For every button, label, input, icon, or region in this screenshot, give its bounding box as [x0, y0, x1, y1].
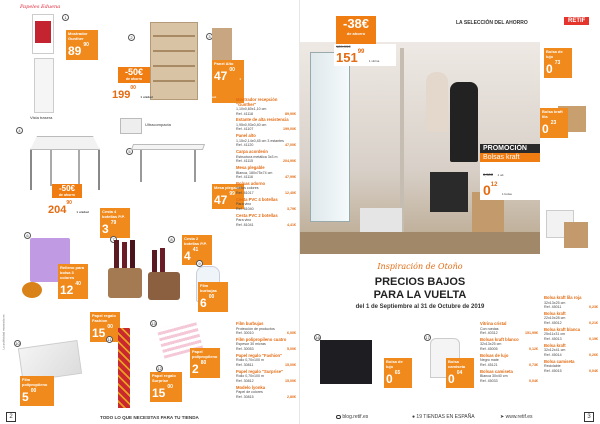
wine-basket-image: [104, 240, 188, 302]
tag-bolsa-lujo: Bolsa de lujo 0 $^{73}$: [544, 48, 572, 78]
ultracompacta-label: Ultracompacta: [145, 122, 171, 127]
list-item: Cesta PVC 4 botellas Para vino Ref. 81040 3,79€: [236, 196, 296, 211]
list-item: Papel regalo "Surprise" Rollo 0,70x100 m Ref. 30812 15,00€: [236, 368, 296, 383]
location-pin-icon: ●: [412, 414, 416, 420]
side-credit: La publicidad mostrada es: [1, 314, 6, 350]
num-5: 5: [126, 148, 133, 155]
hero-discount: -38€ de ahorro: [336, 16, 376, 44]
footer-text: TODO LO QUE NECESITAS PARA TU TIENDA: [100, 415, 199, 420]
num-9: 9: [196, 260, 203, 267]
list-item: Papel regalo "Fashion" Rollo 0,70x100 m Ref. 30811 15,00€: [236, 352, 296, 367]
footer-stores[interactable]: ● 19 TIENDAS EN ESPAÑA: [412, 414, 475, 420]
list-item: Bolsas adorno Varios colores Ref. 81017 12,40€: [236, 180, 296, 195]
tag-film-pp: Film polipropileno 5 $^{00}$: [20, 376, 54, 406]
list-item: Bolsas kraft blanco 32x13x25 cm Ref. 45005 0,12€: [480, 336, 538, 351]
product-list-top: [236, 98, 296, 230]
list-item: Bolsa kraft blanca 25x11x31 cm Ref. 45013 0,19€: [544, 326, 598, 341]
num-6: 6: [24, 232, 31, 239]
list-item: Bolsas camiseta Blanca 30x40 cm Ref. 45033 0,04€: [480, 368, 538, 383]
discount-2: -50€ de ahorro: [52, 184, 82, 198]
product-list-right: [480, 322, 538, 386]
num-3: 3: [206, 33, 213, 40]
arrow-icon: ➤: [500, 414, 505, 420]
list-item: Bolsa kraft 22x10x28 cm Ref. 45012 0,21€: [544, 310, 598, 325]
list-item: Film polipropileno cuatro Espesor 30 micras Ref. 30053 5,00€: [236, 336, 296, 351]
list-item: Bolsa camiseta Reciclable Ref. 45015 0,04€: [544, 358, 598, 373]
list-item: Film burbujas Protección de productos Ref. 30010 6,00€: [236, 321, 296, 335]
table-image: [132, 144, 204, 184]
product-list-side: [544, 296, 598, 375]
list-item: Cesta PVC 2 botellas Para vino Ref. 81041 4,41€: [236, 212, 296, 227]
num-13: 13: [151, 321, 156, 326]
product-list-bottom: [236, 322, 296, 401]
header-script: Papeles Eduena: [20, 4, 61, 10]
list-item: Bolsa kraft lila roja 32x13x25 cm Ref. 45011 0,23€: [544, 295, 598, 309]
list-item: Carpa acordeón Estructura metálica 3x3 m Ref. 41115 204,90€: [236, 149, 296, 164]
list-item: Mesa plegable Blanca, 180x75x74 cm Ref. 41116 47,99€: [236, 165, 296, 180]
tag-papel-pp: Papel polipropileno 2 $^{80}$: [190, 348, 220, 378]
paper-roll-image: [118, 328, 130, 408]
list-item: Bolsas de lujo Negro mate Ref. 45121 0,73€: [480, 352, 538, 367]
shelf-image: [150, 22, 198, 100]
tag-relleno: Relleno para bolsa 3 colores 12 $^{40}$: [58, 264, 88, 299]
num-10: 10: [15, 341, 20, 346]
num-11: 11: [107, 337, 112, 342]
tag-film-burbujas: Film burbujas 6 $^{00}$: [198, 282, 228, 312]
kraft-bag-image-2: [564, 222, 588, 248]
tag-mesa: Mesa plegable 47 $^{99}$: [212, 184, 244, 209]
tag-panel: Panel Alto 47 $^{00}$ 1 ud.: [212, 60, 244, 103]
tag-bolsa-kraft-lila: Bolsa kraft lila 0 $^{23}$: [540, 108, 568, 138]
promo-box: PROMOCIÓN Bolsas kraft 0,50€ 1 ud. $0^{12}$ 1 bolsa: [480, 144, 540, 196]
tag-papel-surprise: Papel regalo Surprise 15 $^{00}$: [150, 372, 182, 402]
luxury-bag-image: [320, 340, 372, 384]
price-tent: $204^{90}$ 1 unidad: [48, 200, 89, 216]
autumn-title-1: PRECIOS BAJOS: [374, 276, 466, 288]
chat-icon: [336, 415, 341, 419]
leaf-image: [22, 282, 42, 298]
page-number-left: 2: [6, 412, 16, 422]
tag-papel-fashion: Papel regalo Fashion 15 $^{00}$: [90, 312, 120, 342]
vista-trasera-label: Vista trasera: [30, 115, 53, 120]
footer-web[interactable]: ➤ www.retif.es: [500, 414, 533, 420]
list-item: Bolsa kraft 32x12x41 cm Ref. 45014 0,26€: [544, 342, 598, 357]
discount-1: -50€ de ahorro: [118, 67, 150, 83]
page-number-right: 3: [584, 412, 594, 422]
brand-logo: RETIF: [564, 17, 589, 25]
folded-table-image: [120, 118, 142, 134]
list-item: Mostrador recepción "Gunther" 1,10x0,60x1,10 cm Ref. 41118 89,90€: [236, 97, 296, 116]
list-item: Vitrina cristal Con ruedas Ref. 40312 151,99€: [480, 321, 538, 335]
tag-cesta-2: Cesta 2 botellas P.P. 4 $^{41}$: [182, 235, 212, 265]
list-item: Modelo lyonka Papel de colores Ref. 30815 2,80€: [236, 384, 296, 399]
num-16: 16: [315, 335, 320, 340]
counter-image: [32, 14, 54, 54]
tent-image: [20, 136, 110, 191]
num-2: 2: [128, 34, 135, 41]
tag-mostrador: Mostrador Gunther 89 $^{90}$: [66, 30, 98, 60]
autumn-dates: del 1 de Septiembre al 31 de Octubre de 2019: [355, 304, 485, 310]
autumn-script: Inspiración de Otoño: [377, 262, 463, 271]
list-item: Panel alto 1,15x2,14x0,45 cm 3 estantes Ref. 41120 47,00€: [236, 133, 296, 148]
tag-bolsa-lujo-2: Bolsa de lujo 0 $^{65}$: [384, 358, 412, 388]
num-8: 8: [168, 236, 175, 243]
num-17: 17: [425, 335, 430, 340]
list-item: Estante de alta resistencia 1,95x0,93x0,40 cm Ref. 41107 199,00€: [236, 117, 296, 132]
tag-bolsa-camiseta: Bolsa camiseta 0 $^{04}$: [446, 358, 474, 388]
tag-cesta-4: Cesta 4 botellas P.P. 3 $^{79}$: [100, 208, 130, 238]
num-4: 4: [16, 127, 23, 134]
right-page: [300, 0, 600, 424]
counter-back-image: [34, 58, 54, 113]
num-1: 1: [62, 14, 69, 21]
autumn-title-2: PARA LA VUELTA: [373, 289, 467, 301]
footer-blog[interactable]: blog.retif.es: [336, 414, 368, 420]
hero-price-box: 189,99€ $151^{99}$ 1 vitrina: [334, 44, 396, 66]
price-shelf: $199^{00}$ 1 unidad: [112, 85, 153, 101]
header-title: LA SELECCIÓN DEL AHORRO: [456, 20, 528, 26]
num-12: 12: [157, 366, 162, 371]
